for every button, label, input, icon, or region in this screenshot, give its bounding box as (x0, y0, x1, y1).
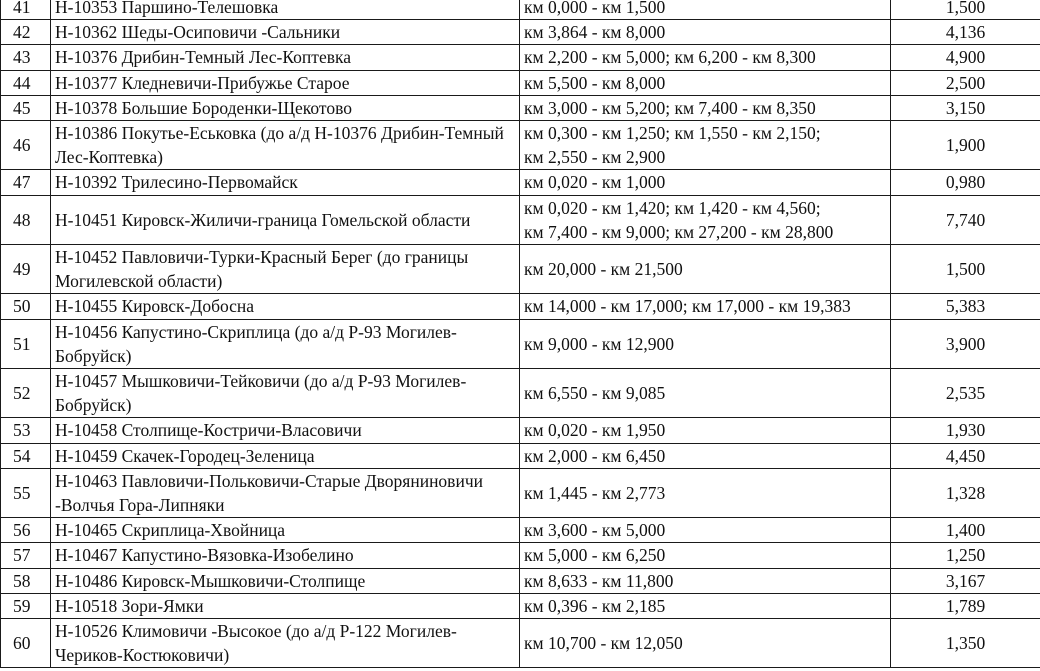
table-row (1, 443, 1040, 468)
segment-line: км 8,633 - км 11,800 (524, 570, 674, 591)
road-segments (520, 568, 891, 593)
segment-line: км 5,500 - км 8,000 (524, 72, 666, 93)
road-segments (520, 245, 891, 294)
road-name: Н-10526 Климовичи -Высокое (до а/д Р-122 Могилев-Чериков-Костюковичи) (51, 619, 520, 668)
table-row (1, 95, 1040, 120)
road-name: Н-10457 Мышковичи-Тейковичи (до а/д Р-93 Могилев-Бобруйск) (51, 369, 520, 418)
row-number: 42 (1, 20, 51, 45)
segment-line: км 2,550 - км 2,900 (524, 147, 666, 168)
table-row (1, 418, 1040, 443)
road-length: 1,328 (891, 468, 1040, 517)
road-name: Н-10463 Павловичи-Польковичи-Старые Дворяниновичи -Волчья Гора-Липняки (51, 468, 520, 517)
segment-line: км 5,000 - км 6,250 (524, 545, 666, 566)
table-row (1, 45, 1040, 70)
road-name: Н-10455 Кировск-Добосна (51, 294, 520, 319)
road-name: Н-10377 Кледневичи-Прибужье Старое (51, 70, 520, 95)
road-length: 4,136 (891, 20, 1040, 45)
road-name: Н-10458 Столпище-Костричи-Власовичи (51, 418, 520, 443)
segment-line: км 20,000 - км 21,500 (524, 259, 683, 280)
road-length: 7,740 (891, 195, 1040, 244)
road-name: Н-10456 Капустино-Скриплица (до а/д Р-93 Могилев-Бобруйск) (51, 319, 520, 368)
segment-line: км 3,000 - км 5,200; км 7,400 - км 8,350 (524, 97, 816, 118)
road-length: 1,500 (891, 0, 1040, 20)
road-name: Н-10467 Капустино-Вязовка-Изобелино (51, 543, 520, 568)
road-name: Н-10392 Трилесино-Первомайск (51, 170, 520, 195)
road-segments (520, 468, 891, 517)
table-row (1, 0, 1040, 20)
road-length: 1,900 (891, 121, 1040, 170)
segment-line: км 0,000 - км 1,500 (524, 0, 666, 17)
road-segments (520, 418, 891, 443)
road-segments (520, 170, 891, 195)
road-segments (520, 518, 891, 543)
table-body (1, 0, 1040, 668)
row-number: 57 (1, 543, 51, 568)
segment-line: км 2,200 - км 5,000; км 6,200 - км 8,300 (524, 47, 816, 68)
table-row (1, 245, 1040, 294)
row-number: 56 (1, 518, 51, 543)
road-segments (520, 70, 891, 95)
road-segments (520, 593, 891, 618)
road-name: Н-10459 Скачек-Городец-Зеленица (51, 443, 520, 468)
row-number: 55 (1, 468, 51, 517)
segment-line: км 7,400 - км 9,000; км 27,200 - км 28,800 (524, 221, 834, 242)
road-name: Н-10486 Кировск-Мышковичи-Столпище (51, 568, 520, 593)
segment-line: км 2,000 - км 6,450 (524, 445, 666, 466)
road-name: Н-10465 Скриплица-Хвойница (51, 518, 520, 543)
road-segments (520, 443, 891, 468)
road-name: Н-10376 Дрибин-Темный Лес-Коптевка (51, 45, 520, 70)
row-number: 59 (1, 593, 51, 618)
road-segments (520, 95, 891, 120)
road-segments (520, 45, 891, 70)
road-length: 1,789 (891, 593, 1040, 618)
road-name: Н-10362 Шеды-Осиповичи -Сальники (51, 20, 520, 45)
row-number: 52 (1, 369, 51, 418)
table-row (1, 568, 1040, 593)
road-segments (520, 294, 891, 319)
road-length: 2,500 (891, 70, 1040, 95)
road-name: Н-10386 Покутье-Еськовка (до а/д Н-10376 Дрибин-Темный Лес-Коптевка) (51, 121, 520, 170)
segment-line: км 0,020 - км 1,950 (524, 420, 666, 441)
row-number: 50 (1, 294, 51, 319)
road-name: Н-10378 Большие Бороденки-Щекотово (51, 95, 520, 120)
road-length: 2,535 (891, 369, 1040, 418)
road-segments (520, 369, 891, 418)
road-name: Н-10353 Паршино-Телешовка (51, 0, 520, 20)
row-number: 53 (1, 418, 51, 443)
road-segments (520, 195, 891, 244)
table-row (1, 294, 1040, 319)
road-length: 1,250 (891, 543, 1040, 568)
road-name: Н-10452 Павловичи-Турки-Красный Берег (до границы Могилевской области) (51, 245, 520, 294)
road-length: 1,500 (891, 245, 1040, 294)
segment-line: км 9,000 - км 12,900 (524, 333, 674, 354)
road-length: 0,980 (891, 170, 1040, 195)
table-row (1, 319, 1040, 368)
segment-line: км 0,020 - км 1,420; км 1,420 - км 4,560; (524, 197, 821, 218)
table-row (1, 518, 1040, 543)
row-number: 43 (1, 45, 51, 70)
segment-line: км 0,396 - км 2,185 (524, 595, 666, 616)
road-segments (520, 20, 891, 45)
table-row (1, 619, 1040, 668)
road-length: 4,900 (891, 45, 1040, 70)
road-segments (520, 619, 891, 668)
table-row (1, 369, 1040, 418)
road-length: 3,900 (891, 319, 1040, 368)
road-name: Н-10518 Зори-Ямки (51, 593, 520, 618)
row-number: 49 (1, 245, 51, 294)
segment-line: км 1,445 - км 2,773 (524, 482, 666, 503)
table-row (1, 20, 1040, 45)
table-row (1, 70, 1040, 95)
table-row (1, 195, 1040, 244)
road-segments (520, 319, 891, 368)
row-number: 48 (1, 195, 51, 244)
segment-line: км 3,864 - км 8,000 (524, 22, 666, 43)
row-number: 58 (1, 568, 51, 593)
segment-line: км 0,020 - км 1,000 (524, 172, 666, 193)
road-segments (520, 543, 891, 568)
row-number: 60 (1, 619, 51, 668)
segment-line: км 10,700 - км 12,050 (524, 633, 683, 654)
table-row (1, 593, 1040, 618)
road-length: 3,167 (891, 568, 1040, 593)
road-length: 3,150 (891, 95, 1040, 120)
row-number: 45 (1, 95, 51, 120)
row-number: 51 (1, 319, 51, 368)
road-name: Н-10451 Кировск-Жиличи-граница Гомельской области (51, 195, 520, 244)
row-number: 44 (1, 70, 51, 95)
table-row (1, 543, 1040, 568)
road-length: 1,350 (891, 619, 1040, 668)
table-row (1, 170, 1040, 195)
segment-line: км 0,300 - км 1,250; км 1,550 - км 2,150; (524, 123, 821, 144)
row-number: 41 (1, 0, 51, 20)
road-length: 5,383 (891, 294, 1040, 319)
table-row (1, 121, 1040, 170)
road-length: 1,400 (891, 518, 1040, 543)
road-segments (520, 121, 891, 170)
segment-line: км 3,600 - км 5,000 (524, 520, 666, 541)
road-segments (520, 0, 891, 20)
table-row (1, 468, 1040, 517)
road-length: 1,930 (891, 418, 1040, 443)
row-number: 54 (1, 443, 51, 468)
segment-line: км 14,000 - км 17,000; км 17,000 - км 19,383 (524, 296, 851, 317)
road-length: 4,450 (891, 443, 1040, 468)
segment-line: км 6,550 - км 9,085 (524, 383, 666, 404)
row-number: 46 (1, 121, 51, 170)
row-number: 47 (1, 170, 51, 195)
